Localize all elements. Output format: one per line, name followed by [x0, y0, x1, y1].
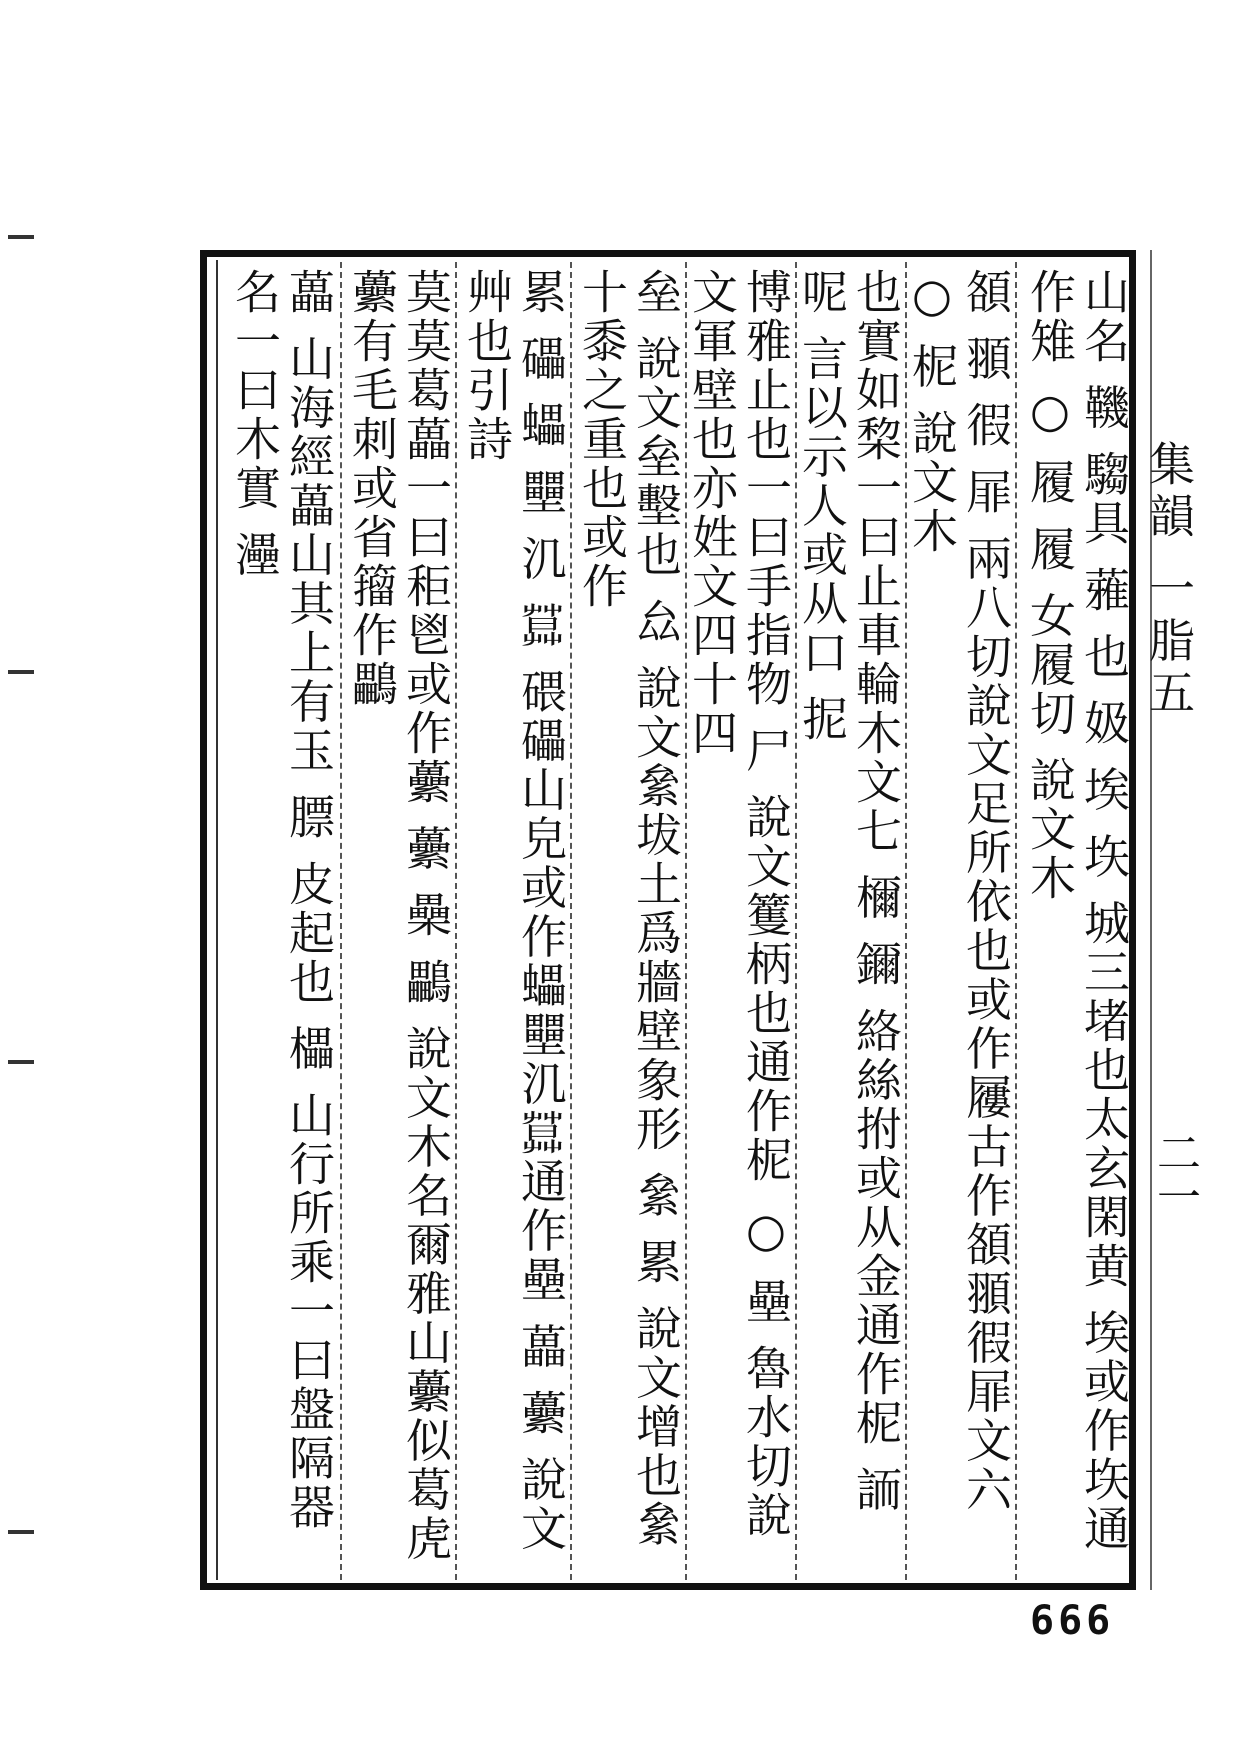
folio-number: 二一	[1149, 1130, 1200, 1218]
book-title	[1142, 440, 1196, 721]
text-column-6	[455, 262, 572, 1580]
book-title-text: 集韻	[1142, 440, 1196, 544]
text-column-2	[905, 262, 1017, 1580]
text-column-5	[570, 262, 687, 1580]
column-text: 累 礧 蠝 壨 㲹 𦶛 碨礧山皃或作蠝壨㲹𦶛通作壘 藟 虆 說文艸也引詩	[460, 268, 568, 1554]
text-column-4	[685, 262, 797, 1580]
text-column-1	[1015, 262, 1135, 1580]
scan-mark	[8, 1060, 34, 1064]
column-text: 山名 鞿 騶具 蕥 也 㚫 埃 垁 城三堵也太玄閑黄 埃或作垁通作雉 ○ 履 履 女履切 說文木	[1023, 268, 1131, 1554]
scan-mark	[8, 670, 34, 674]
column-text: 頟 頨 徦 屝 兩八切說文足所依也或作屨古作頟頨徦屝文六 ○ 柅 說文木	[905, 268, 1013, 1515]
frame-inner-rule	[216, 260, 218, 1580]
text-column-7	[340, 262, 457, 1580]
column-text: 垒 說文垒墼也 厽 說文絫坺土爲牆壁象形 絫 累 說文增也絫十黍之重也或作	[575, 268, 683, 1550]
column-text: 博雅止也一曰手指物 尸 說文籆柄也通作柅 ○ 壘 魯水切說文軍壁也亦姓文四十四	[685, 268, 793, 1541]
text-column-3	[795, 262, 907, 1580]
scan-mark	[8, 1530, 34, 1534]
page-number: 666	[1030, 1598, 1115, 1644]
column-text: 也實如棃一曰止車輪木文七 檷 鑈 絡絲拊或从金通作柅 䛔 呢 言以示人或从口 抳	[795, 268, 903, 1515]
column-text: 藟 山海經藟山其上有玉 膘 皮起也 櫑 山行所乘一曰盤隔器名一曰木實 灅	[228, 268, 336, 1533]
text-column-8	[220, 262, 340, 1580]
scan-mark	[8, 235, 34, 239]
column-text: 莫莫葛藟一曰秬鬯或作虆 虆 櫐 鸓 說文木名爾雅山虆似葛虎虆有毛刺或省籀作鸓	[345, 268, 453, 1564]
section-label: 一脂五	[1142, 564, 1196, 721]
